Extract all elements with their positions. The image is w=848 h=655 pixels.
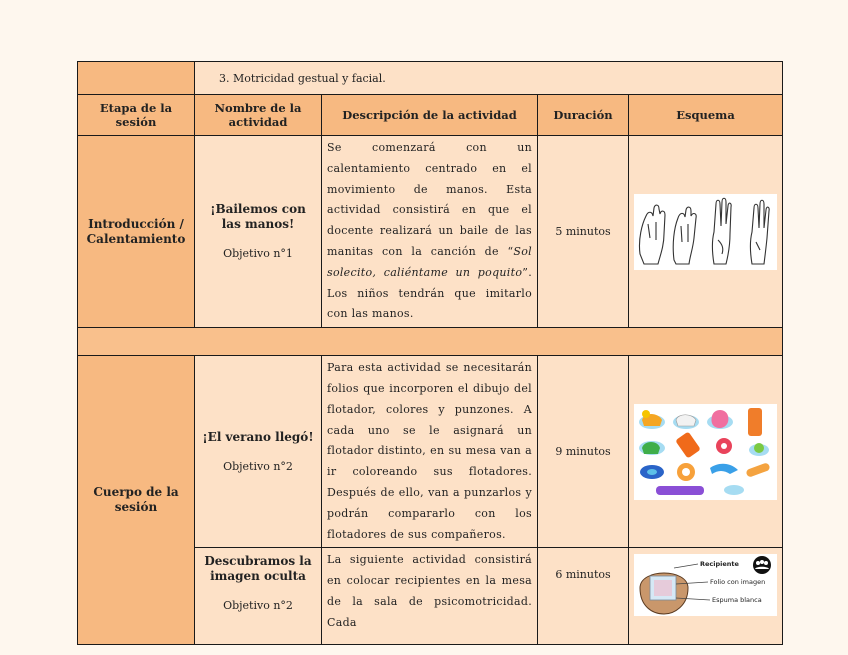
container-diagram-illustration	[634, 554, 777, 616]
header-name: Nombre de la actividad	[195, 95, 322, 136]
header-description: Descripción de la actividad	[322, 95, 538, 136]
activity-name-cell	[195, 548, 322, 645]
header-scheme: Esquema	[629, 95, 783, 136]
activity-description	[322, 136, 538, 328]
activity-name: Descubramos la imagen oculta	[204, 554, 312, 584]
activity-description: Para esta actividad se necesitarán folios que incorporen el dibujo del flotador, colores y punzones. A cada uno se le asignará un flotador distinto, en su mesa van a ir coloreando sus flotadores. Después de ello, van a punzarlos y podrán compararlo con los flotadores de sus compañeros.	[322, 356, 538, 548]
stage-body: Cuerpo de la sesión	[78, 356, 195, 645]
desc-text: Se comenzará con un calentamiento centrado en el movimiento de manos. Esta actividad consistirá en que el docente realizará un baile de las manitas con la canción de “	[327, 141, 532, 258]
stage-intro: Introducción / Calentamiento	[78, 136, 195, 328]
motricity-item: 3. Motricidad gestual y facial.	[195, 62, 783, 95]
header-stage: Etapa de la sesión	[78, 95, 195, 136]
lesson-table	[77, 61, 783, 645]
activity-objective: Objetivo n°2	[223, 599, 293, 613]
top-left-cell	[78, 62, 195, 95]
scheme-cell	[629, 356, 783, 548]
scheme-cell	[629, 548, 783, 645]
label-recipiente: Recipiente	[700, 560, 739, 569]
activity-description: La siguiente actividad consistirá en colocar recipientes en la mesa de la sala de psicomotricidad. Cada	[322, 548, 538, 645]
label-espuma: Espuma blanca	[712, 596, 762, 605]
activity-name: ¡El verano llegó!	[202, 429, 314, 444]
activity-name: ¡Bailemos con las manos!	[210, 202, 306, 232]
activity-name-cell	[195, 136, 322, 328]
activity-duration: 9 minutos	[538, 356, 629, 548]
label-folio: Folio con imagen	[710, 578, 766, 587]
pool-floats-illustration	[634, 404, 777, 500]
table-row	[78, 136, 783, 328]
section-divider	[78, 328, 783, 356]
table-row	[78, 356, 783, 548]
activity-duration: 6 minutos	[538, 548, 629, 645]
activity-duration: 5 minutos	[538, 136, 629, 328]
song-title: Sol solecito, caliéntame un poquito	[327, 244, 532, 279]
activity-objective: Objetivo n°1	[223, 247, 293, 261]
hand-gestures-illustration	[634, 194, 777, 270]
activity-name-cell	[195, 356, 322, 548]
header-duration: Duración	[538, 95, 629, 136]
scheme-cell	[629, 136, 783, 328]
activity-objective: Objetivo n°2	[223, 459, 293, 473]
desc-text: ”. Los niños tendrán que imitarlo con las manos.	[327, 265, 532, 321]
